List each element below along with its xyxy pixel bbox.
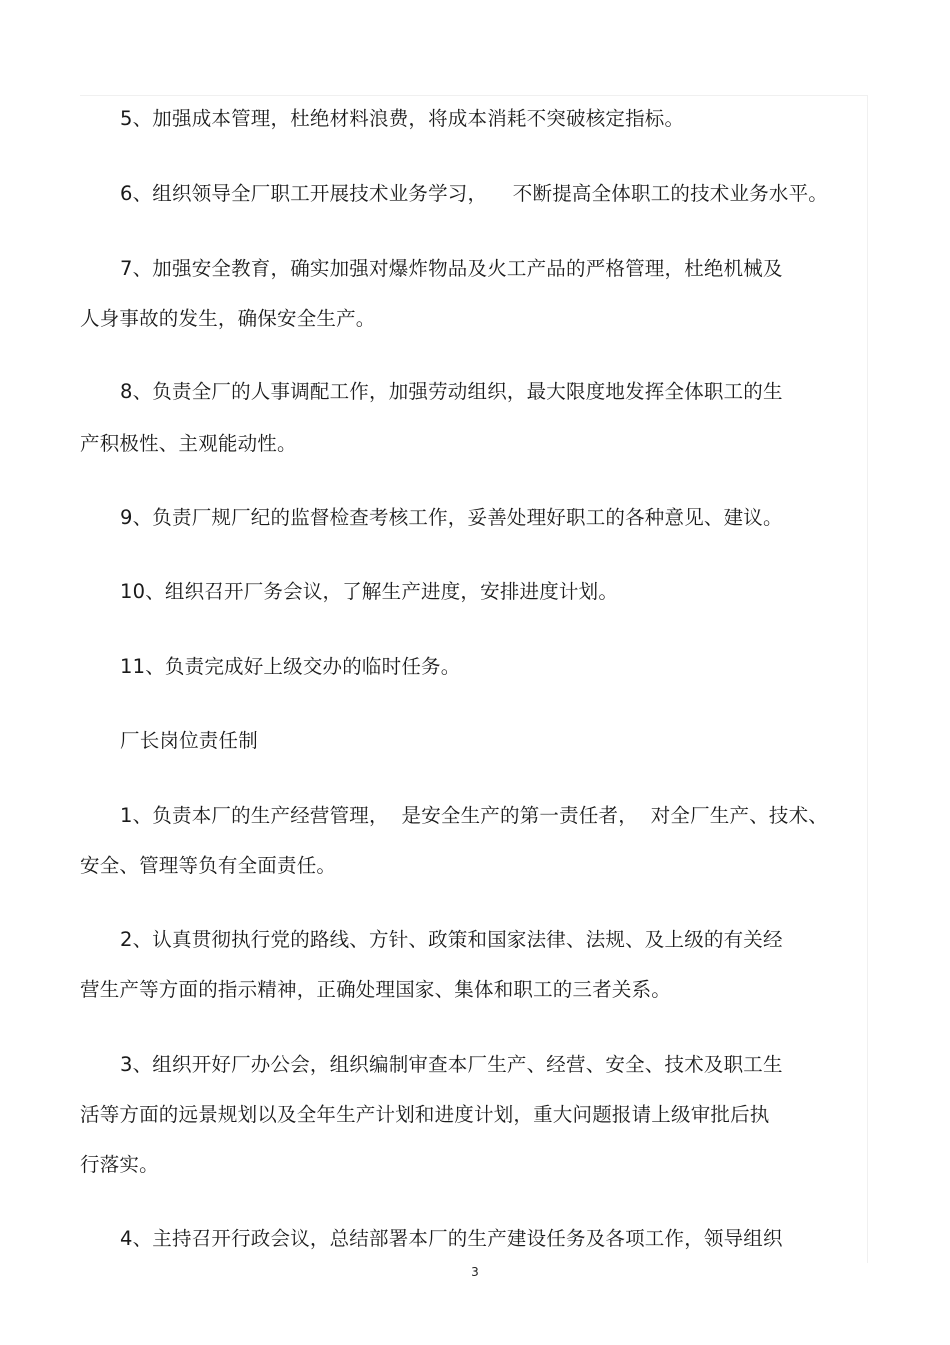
paragraph-line: 人身事故的发生，确保安全生产。: [80, 307, 376, 330]
paragraph-line: 1、负责本厂的生产经营管理， 是安全生产的第一责任者， 对全厂生产、技术、: [120, 804, 829, 827]
section-heading: 厂长岗位责任制: [120, 729, 258, 752]
paragraph-line: 3、组织开好厂办公会，组织编制审查本厂生产、经营、安全、技术及职工生: [120, 1053, 783, 1076]
paragraph-line: 8、负责全厂的人事调配工作，加强劳动组织，最大限度地发挥全体职工的生: [120, 380, 783, 403]
paragraph-line: 行落实。: [80, 1153, 159, 1176]
paragraph-line: 9、负责厂规厂纪的监督检查考核工作，妥善处理好职工的各种意见、建议。: [120, 506, 783, 529]
paragraph-line: 11、负责完成好上级交办的临时任务。: [120, 655, 461, 678]
paragraph-line: 5、加强成本管理，杜绝材料浪费，将成本消耗不突破核定指标。: [120, 107, 685, 130]
paragraph-line: 10、组织召开厂务会议，了解生产进度，安排进度计划。: [120, 580, 619, 603]
paragraph-line: 安全、管理等负有全面责任。: [80, 854, 337, 877]
paragraph-line: 产积极性、主观能动性。: [80, 432, 297, 455]
paragraph-line: 4、主持召开行政会议，总结部署本厂的生产建设任务及各项工作，领导组织: [120, 1227, 783, 1250]
page-number: 3: [471, 1265, 479, 1279]
paragraph-line: 活等方面的远景规划以及全年生产计划和进度计划，重大问题报请上级审批后执: [80, 1103, 770, 1126]
paragraph-line: 6、组织领导全厂职工开展技术业务学习， 不断提高全体职工的技术业务水平。: [120, 182, 829, 205]
paragraph-line: 2、认真贯彻执行党的路线、方针、政策和国家法律、法规、及上级的有关经: [120, 928, 783, 951]
paragraph-line: 7、加强安全教育，确实加强对爆炸物品及火工产品的严格管理，杜绝机械及: [120, 257, 783, 280]
paragraph-line: 营生产等方面的指示精神，正确处理国家、集体和职工的三者关系。: [80, 978, 672, 1001]
